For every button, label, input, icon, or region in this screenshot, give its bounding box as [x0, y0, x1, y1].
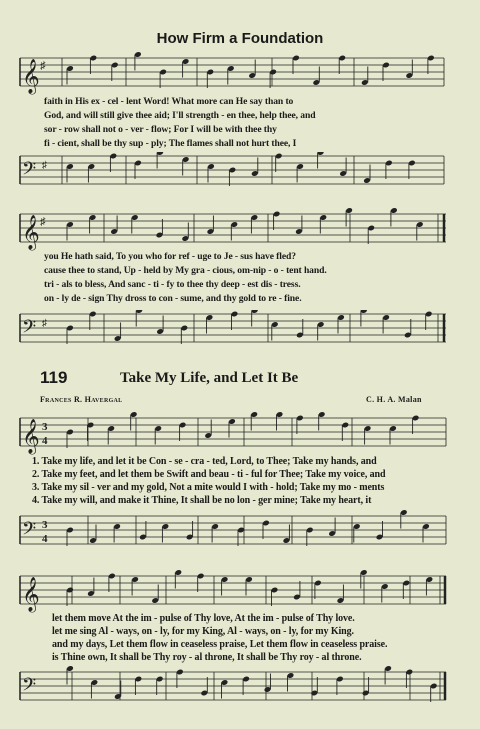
svg-text:3: 3 — [42, 421, 48, 433]
svg-text:𝄢: 𝄢 — [22, 675, 37, 700]
composer-credit: C. H. A. Malan — [366, 395, 422, 404]
svg-text:♯: ♯ — [42, 160, 47, 171]
lyric-line: you He hath said, To you who for ref - uge to Je - sus have fled? — [44, 251, 296, 262]
hymn-title-foundation: How Firm a Foundation — [156, 30, 324, 47]
lyric-line: tri - als to bless, And sanc - ti - fy to thee thy deep - est dis - tress. — [44, 279, 301, 290]
lyric-line: fi - cient, shall be thy sup - ply; The flames shall not hurt thee, I — [44, 138, 297, 149]
svg-text:𝄞: 𝄞 — [22, 59, 40, 94]
svg-text:𝄢: 𝄢 — [22, 317, 37, 342]
svg-text:4: 4 — [42, 435, 48, 447]
svg-text:♯: ♯ — [42, 318, 47, 329]
svg-text:𝄞: 𝄞 — [22, 419, 40, 454]
bass-staff-2 — [0, 310, 480, 350]
lyric-line: on - ly de - sign Thy dross to con - sume, and thy gold to re - fine. — [44, 293, 302, 304]
treble-staff-1 — [0, 50, 480, 100]
lyric-line: sor - row shall not o - ver - flow; For I will be with thee thy — [44, 124, 277, 135]
lyric-line: 3. Take my sil - ver and my gold, Not a mite would I with - hold; Take my mo - ments — [32, 482, 385, 493]
lyric-line: cause thee to stand, Up - held by My gra - cious, om-nip - o - tent hand. — [44, 265, 327, 276]
lyric-line: let me sing Al - ways, on - ly, for my King, Al - ways, on - ly, for my King. — [52, 626, 354, 637]
lyric-line: 4. Take my will, and make it Thine, It shall be no lon - ger mine; Take my heart, it — [32, 495, 372, 506]
bass-staff-1 — [0, 152, 480, 192]
svg-text:𝄢: 𝄢 — [22, 159, 37, 184]
svg-text:3: 3 — [42, 519, 48, 531]
hymn-title-take-my-life: Take My Life, and Let It Be — [120, 370, 299, 386]
bass-staff-3 — [0, 508, 480, 552]
treble-staff-2 — [0, 206, 480, 256]
hymn-number: 119 — [40, 368, 68, 387]
lyric-line: let them move At the im - pulse of Thy love, At the im - pulse of Thy love. — [52, 613, 355, 624]
lyric-line: is Thine own, It shall be Thy roy - al throne, It shall be Thy roy - al throne. — [52, 652, 362, 663]
bass-staff-4 — [0, 664, 480, 712]
lyric-line: God, and will still give thee aid; I'll strength - en thee, help thee, and — [44, 110, 316, 121]
lyric-line: 2. Take my feet, and let them be Swift and beau - ti - ful for Thee; Take my voice, and — [32, 469, 386, 480]
lyric-line: faith in His ex - cel - lent Word! What more can He say than to — [44, 96, 294, 107]
treble-staff-3 — [0, 408, 480, 460]
svg-text:4: 4 — [42, 533, 48, 545]
svg-text:♯: ♯ — [40, 216, 46, 228]
author-credit: Frances R. Havergal — [40, 395, 123, 404]
lyric-line: and my days, Let them flow in ceaseless praise, Let them flow in ceaseless praise. — [52, 639, 388, 650]
svg-text:♯: ♯ — [40, 60, 46, 72]
lyric-line: 1. Take my life, and let it be Con - se - cra - ted, Lord, to Thee; Take my hands, and — [32, 456, 377, 467]
svg-text:𝄞: 𝄞 — [22, 577, 40, 612]
svg-text:𝄞: 𝄞 — [22, 215, 40, 250]
treble-staff-4 — [0, 564, 480, 616]
svg-text:𝄢: 𝄢 — [22, 519, 37, 544]
